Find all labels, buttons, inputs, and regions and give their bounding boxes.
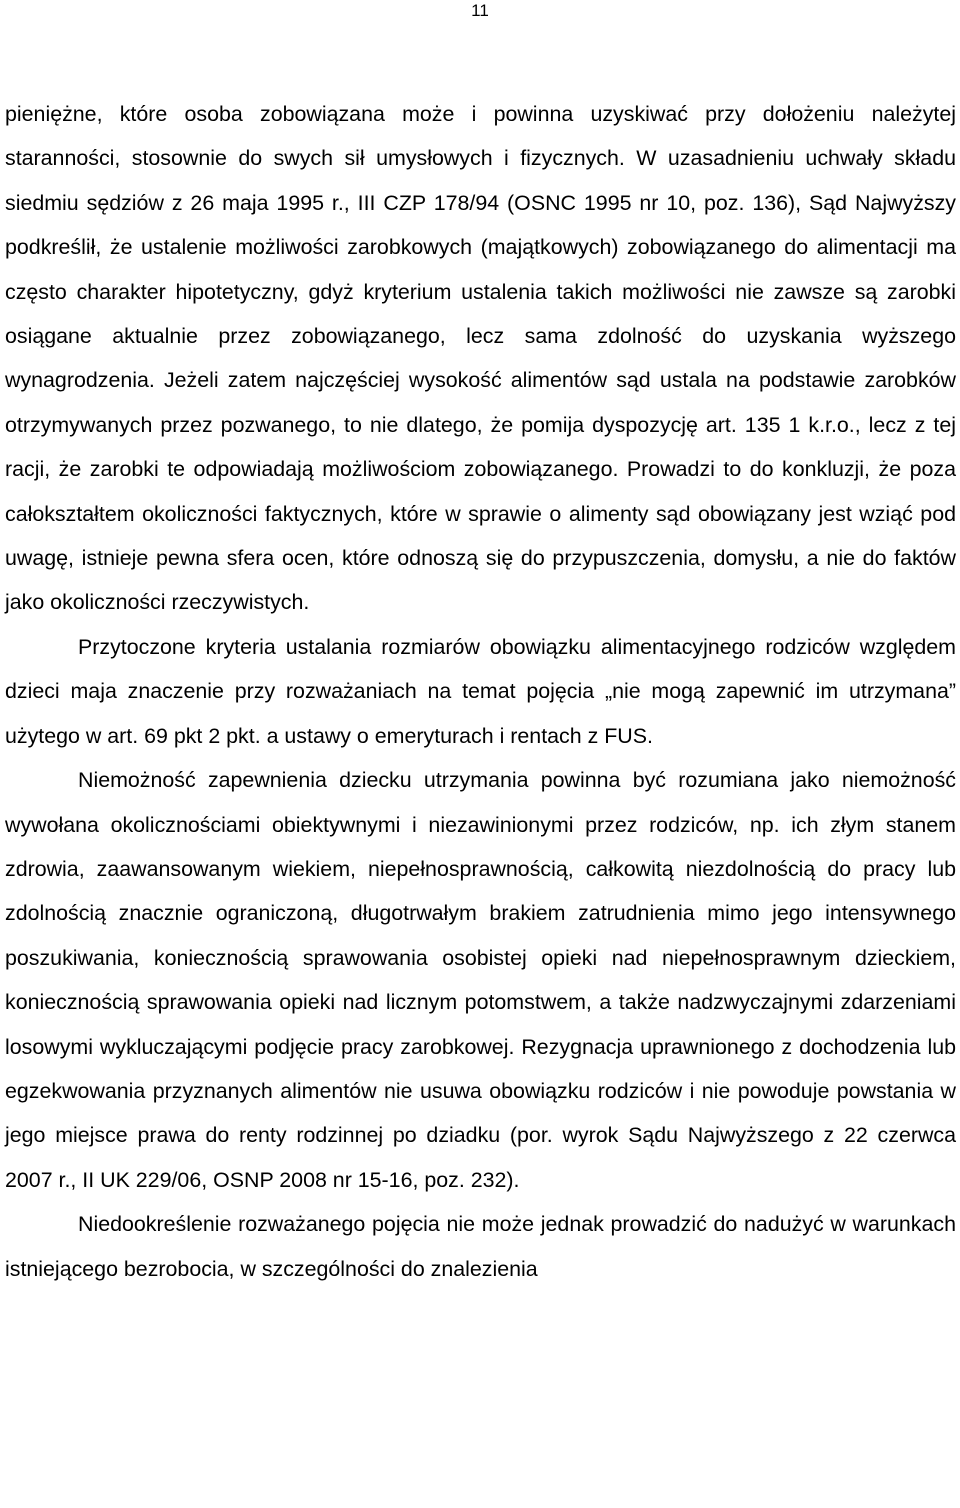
document-body — [5, 92, 956, 1291]
paragraph: pieniężne, które osoba zobowiązana może i powinna uzyskiwać przy dołożeniu należytej staranności, stosownie do swych sił umysłowych i fizycznych. W uzasadnieniu uchwały składu siedmiu sędziów z 26 maja 1995 r., III CZP 178/94 (OSNC 1995 nr 10, poz. 136), Sąd Najwyższy podkreślił, że ustalenie możliwości zarobkowych (majątkowych) zobowiązanego do alimentacji ma często charakter hipotetyczny, gdyż kryterium ustalenia takich możliwości nie zawsze są zarobki osiągane aktualnie przez zobowiązanego, lecz sama zdolność do uzyskania wyższego wynagrodzenia. Jeżeli zatem najczęściej wysokość alimentów sąd ustala na podstawie zarobków otrzymywanych przez pozwanego, to nie dlatego, że pomija dyspozycję art. 135 1 k.r.o., lecz z tej racji, że zarobki te odpowiadają możliwościom zobowiązanego. Prowadzi to do konkluzji, że poza całokształtem okoliczności faktycznych, które w sprawie o alimenty sąd obowiązany jest wziąć pod uwagę, istnieje pewna sfera ocen, które odnoszą się do przypuszczenia, domysłu, a nie do faktów jako okoliczności rzeczywistych. — [5, 102, 956, 615]
paragraph: Niedookreślenie rozważanego pojęcia nie może jednak prowadzić do nadużyć w warunkach istniejącego bezrobocia, w szczególności do znalezienia — [5, 1212, 956, 1281]
page-number: 11 — [471, 1, 489, 20]
paragraph: Przytoczone kryteria ustalania rozmiarów obowiązku alimentacyjnego rodziców względem dzieci maja znaczenie przy rozważaniach na temat pojęcia „nie mogą zapewnić im utrzymana” użytego w art. 69 pkt 2 pkt. a ustawy o emeryturach i rentach z FUS. — [5, 634, 956, 748]
paragraph: Niemożność zapewnienia dziecku utrzymania powinna być rozumiana jako niemożność wywołana okolicznościami obiektywnymi i niezawinionymi przez rodziców, np. ich złym stanem zdrowia, zaawansowanym wiekiem, niepełnosprawnością, całkowitą niezdolnością do pracy lub zdolnością znacznie ograniczoną, długotrwałym brakiem zatrudnienia mimo jego intensywnego poszukiwania, koniecznością sprawowania osobistej opieki nad niepełnosprawnym dzieckiem, koniecznością sprawowania opieki nad licznym potomstwem, a także nadzwyczajnymi zdarzeniami losowymi wykluczającymi podjęcie pracy zarobkowej. Rezygnacja uprawnionego z dochodzenia lub egzekwowania przyznanych alimentów nie usuwa obowiązku rodziców i nie powoduje powstania w jego miejsce prawa do renty rodzinnej po dziadku (por. wyrok Sądu Najwyższego z 22 czerwca 2007 r., II UK 229/06, OSNP 2008 nr 15-16, poz. 232). — [5, 768, 956, 1192]
